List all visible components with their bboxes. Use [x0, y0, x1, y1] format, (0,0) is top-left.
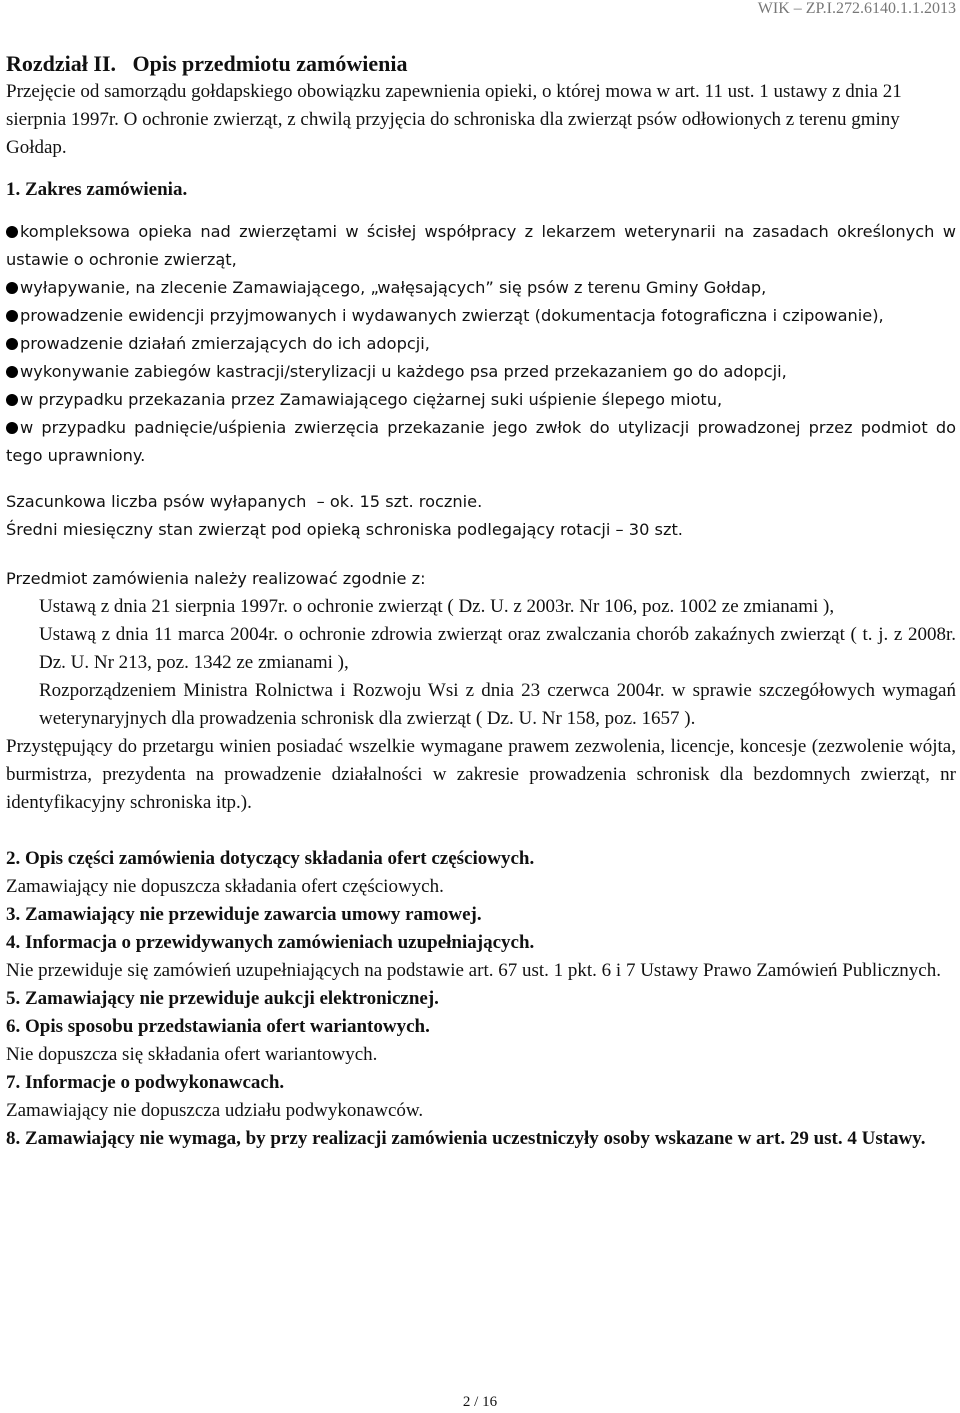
scope-heading: 1. Zakres zamówienia.: [6, 179, 188, 200]
section-4-title: 4. Informacja o przewidywanych zamówieniach uzupełniających.: [6, 932, 535, 953]
section-6-title: 6. Opis sposobu przedstawiania ofert wariantowych.: [6, 1016, 430, 1037]
law-item: Ustawą z dnia 11 marca 2004r. o ochronie zdrowia zwierząt oraz zwalczania chorób zakaźnych zwierząt ( t. j. z 2008r. Dz. U. Nr 213, poz. 1342 ze zmianami ),: [39, 624, 956, 673]
bullet-item: [6, 218, 956, 274]
section-7-text: Zamawiający nie dopuszcza udziału podwykonawców.: [6, 1100, 424, 1121]
bullet-text: prowadzenie działań zmierzających do ich adopcji,: [20, 334, 430, 353]
section-3-title: 3. Zamawiający nie przewiduje zawarcia umowy ramowej.: [6, 904, 482, 925]
chapter-intro: Przejęcie od samorządu gołdapskiego obowiązku zapewnienia opieki, o której mowa w art. 11 ust. 1 ustawy z dnia 21 sierpnia 1997r. O ochronie zwierząt, z chwilą przyjęcia do schroniska dla zwierząt psów odłowionych z terenu gminy Gołdap.: [6, 81, 902, 158]
laws-list: [6, 593, 956, 733]
bullet-item: [6, 302, 956, 330]
bullet-icon: [6, 338, 18, 350]
bullet-item: [6, 274, 956, 302]
bullet-icon: [6, 310, 18, 322]
laws-intro: Przedmiot zamówienia należy realizować zgodnie z:: [6, 569, 426, 588]
bullet-item: [6, 358, 956, 386]
section-2-text: Zamawiający nie dopuszcza składania ofert częściowych.: [6, 876, 444, 897]
section-6-text: Nie dopuszcza się składania ofert wariantowych.: [6, 1044, 378, 1065]
bullet-item: [6, 414, 956, 470]
bullet-text: w przypadku padnięcie/uśpienia zwierzęcia przekazanie jego zwłok do utylizacji prowadzonej przez podmiot do tego uprawniony.: [6, 418, 956, 465]
chapter-title: Rozdział II. Opis przedmiotu zamówienia: [6, 51, 408, 76]
bullet-item: [6, 386, 956, 414]
document-reference: WIK – ZP.I.272.6140.1.1.2013: [757, 0, 956, 17]
section-4-text: Nie przewiduje się zamówień uzupełniających na podstawie art. 67 ust. 1 pkt. 6 i 7 Ustawy Prawo Zamówień Publicznych.: [6, 960, 941, 981]
estimate-monthly-animals: Średni miesięczny stan zwierząt pod opieką schroniska podlegający rotacji – 30 szt.: [6, 520, 683, 539]
page-content: [6, 50, 956, 1153]
page-number: 2 / 16: [462, 1394, 498, 1410]
bullet-text: prowadzenie ewidencji przyjmowanych i wydawanych zwierząt (dokumentacja fotograficzna i czipowanie),: [20, 306, 884, 325]
law-item: Ustawą z dnia 21 sierpnia 1997r. o ochronie zwierząt ( Dz. U. z 2003r. Nr 106, poz. 1002 ze zmianami ),: [39, 596, 835, 617]
bullet-icon: [6, 422, 18, 434]
bullet-text: wyłapywanie, na zlecenie Zamawiającego, „wałęsających” się psów z terenu Gminy Gołdap,: [20, 278, 767, 297]
bullet-text: kompleksowa opieka nad zwierzętami w ścisłej współpracy z lekarzem weterynarii na zasadach określonych w ustawie o ochronie zwierząt,: [6, 222, 956, 269]
bullet-text: wykonywanie zabiegów kastracji/sterylizacji u każdego psa przed przekazaniem go do adopcji,: [20, 362, 787, 381]
estimate-dogs-caught: Szacunkowa liczba psów wyłapanych – ok. 15 szt. rocznie.: [6, 492, 483, 511]
section-2-title: 2. Opis części zamówienia dotyczący składania ofert częściowych.: [6, 848, 535, 869]
bullet-icon: [6, 394, 18, 406]
bullet-icon: [6, 366, 18, 378]
bullet-item: [6, 330, 956, 358]
bullet-icon: [6, 226, 18, 238]
permits-paragraph: Przystępujący do przetargu winien posiadać wszelkie wymagane prawem zezwolenia, licencje, koncesje (zezwolenie wójta, burmistrza, prezydenta na prowadzenie działalności w zakresie prowadzenia schronisk dla bezdomnych zwierząt, nr identyfikacyjny schroniska itp.).: [6, 736, 956, 813]
bullet-icon: [6, 282, 18, 294]
bullet-text: w przypadku przekazania przez Zamawiającego ciężarnej suki uśpienie ślepego miotu,: [20, 390, 723, 409]
section-7-title: 7. Informacje o podwykonawcach.: [6, 1072, 285, 1093]
section-8-title: 8. Zamawiający nie wymaga, by przy realizacji zamówienia uczestniczyły osoby wskazane w art. 29 ust. 4 Ustawy.: [6, 1128, 926, 1149]
law-item: Rozporządzeniem Ministra Rolnictwa i Rozwoju Wsi z dnia 23 czerwca 2004r. w sprawie szczegółowych wymagań weterynaryjnych dla prowadzenia schronisk dla zwierząt ( Dz. U. Nr 158, poz. 1657 ).: [39, 680, 956, 729]
scope-bullet-list: [6, 218, 956, 470]
section-5-title: 5. Zamawiający nie przewiduje aukcji elektronicznej.: [6, 988, 439, 1009]
